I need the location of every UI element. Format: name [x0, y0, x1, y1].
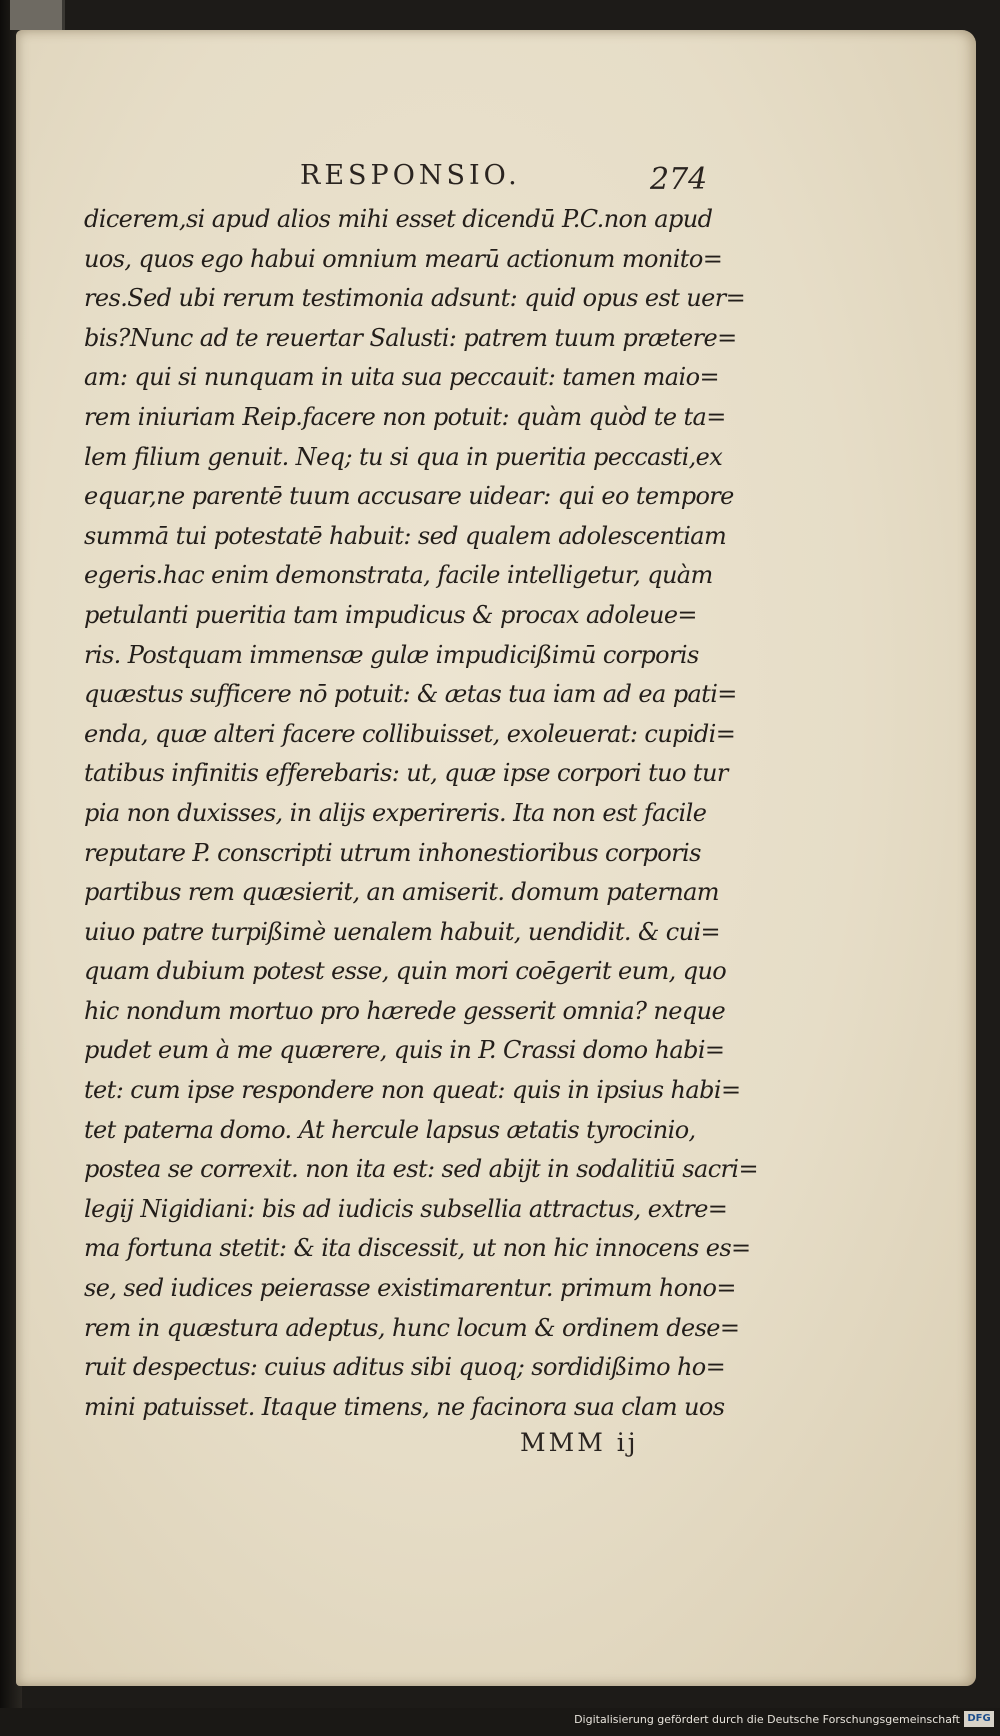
- text-line: reputare P. conscripti utrum inhonestioribus corporis: [84, 838, 701, 867]
- text-line: dicerem,si apud alios mihi esset dicendū P.C.non apud: [84, 205, 713, 233]
- text-line: pudet eum à me quærere, quis in P. Crassi domo habi=: [84, 1036, 725, 1065]
- text-line: ma fortuna stetit: & ita discessit, ut non hic innocens es=: [84, 1234, 751, 1263]
- text-line: pia non duxisses, in alijs experireris. Ita non est facile: [84, 798, 707, 827]
- text-line: tatibus infinitis efferebaris: ut, quæ ipse corpori tuo tur: [84, 759, 728, 788]
- text-line: uiuo patre turpißimè uenalem habuit, uendidit. & cui=: [84, 917, 721, 946]
- running-head: RESPONSIO.: [300, 160, 521, 191]
- page-number: 274: [650, 162, 708, 197]
- text-line: ruit despectus: cuius aditus sibi quoq; sordidißimo ho=: [84, 1353, 726, 1382]
- text-line: enda, quæ alteri facere collibuisset, exoleuerat: cupidi=: [84, 719, 736, 748]
- text-line: tet: cum ipse respondere non queat: quis in ipsius habi=: [84, 1076, 741, 1105]
- text-line: mini patuisset. Itaque timens, ne facinora sua clam uos: [84, 1392, 725, 1421]
- text-line: postea se correxit. non ita est: sed abijt in sodalitiū sacri=: [84, 1155, 758, 1184]
- text-line: hic nondum mortuo pro hærede gesserit omnia? neque: [84, 996, 726, 1025]
- text-line: bis?Nunc ad te reuertar Salusti: patrem tuum prætere=: [84, 323, 737, 352]
- text-line: tet paterna domo. At hercule lapsus ætatis tyrocinio,: [84, 1115, 696, 1144]
- text-line: uos, quos ego habui omnium mearū actionum monito=: [84, 244, 723, 273]
- text-line: rem in quæstura adeptus, hunc locum & ordinem dese=: [84, 1313, 740, 1342]
- text-line: petulanti pueritia tam impudicus & procax adoleue=: [84, 600, 697, 629]
- text-line: am: qui si nunquam in uita sua peccauit: tamen maio=: [84, 363, 719, 392]
- dfg-logo: DFG: [964, 1711, 994, 1727]
- previous-page-edge: [10, 0, 65, 30]
- text-line: partibus rem quæsierit, an amiserit. domum paternam: [84, 878, 719, 907]
- text-line: legij Nigidiani: bis ad iudicis subsellia attractus, extre=: [84, 1194, 728, 1223]
- text-line: ris. Postquam immensæ gulæ impudicißimū corporis: [84, 640, 699, 669]
- text-line: equar,ne parentē tuum accusare uidear: qui eo tempore: [84, 482, 734, 511]
- body-text: [84, 200, 758, 1427]
- signature-mark: MMM ij: [520, 1428, 639, 1457]
- text-line: lem filium genuit. Neq; tu si qua in pueritia peccasti,ex: [84, 442, 723, 471]
- text-line: quæstus sufficere nō potuit: & ætas tua iam ad ea pati=: [84, 680, 737, 709]
- text-line: summā tui potestatē habuit: sed qualem adolescentiam: [84, 521, 727, 550]
- digitization-credit: Digitalisierung gefördert durch die Deutsche Forschungsgemeinschaft: [574, 1713, 960, 1726]
- text-line: res.Sed ubi rerum testimonia adsunt: quid opus est uer=: [84, 284, 746, 313]
- text-line: rem iniuriam Reip.facere non potuit: quàm quòd te ta=: [84, 402, 726, 431]
- text-line: se, sed iudices peierasse existimarentur. primum hono=: [84, 1274, 736, 1303]
- text-line: egeris.hac enim demonstrata, facile intelligetur, quàm: [84, 561, 713, 590]
- text-line: quam dubium potest esse, quin mori coēgerit eum, quo: [84, 957, 727, 986]
